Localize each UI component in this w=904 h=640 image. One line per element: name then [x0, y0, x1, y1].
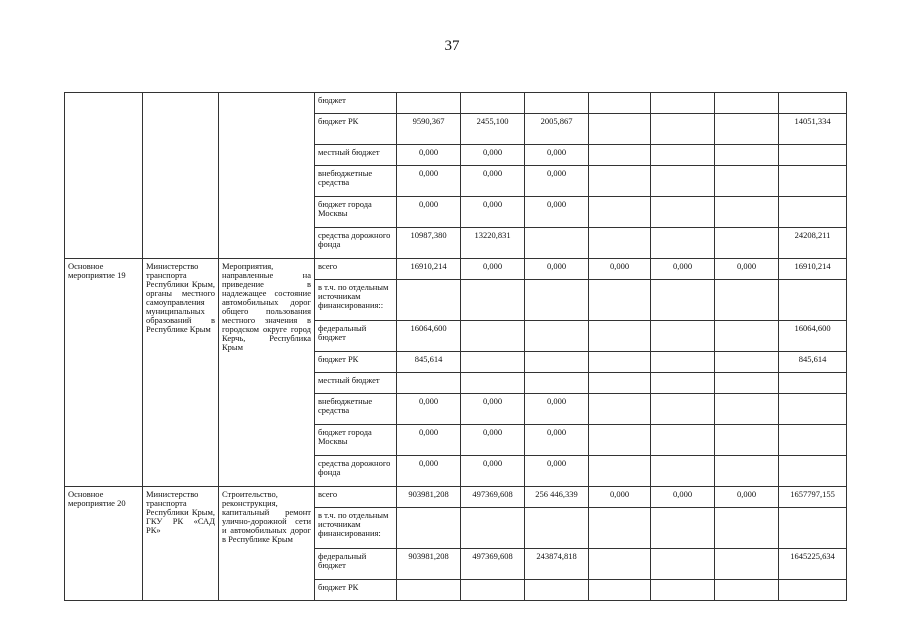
value-cell — [715, 166, 779, 197]
value-cell — [461, 373, 525, 394]
value-cell — [589, 166, 651, 197]
table-row — [65, 93, 847, 114]
source-label: федеральный бюджет — [315, 549, 397, 580]
value-cell — [589, 145, 651, 166]
source-label: всего — [315, 487, 397, 508]
value-cell — [525, 352, 589, 373]
table-row — [65, 259, 847, 280]
value-cell: 10987,380 — [397, 228, 461, 259]
value-cell — [715, 549, 779, 580]
source-label: местный бюджет — [315, 373, 397, 394]
value-cell — [715, 352, 779, 373]
source-label: бюджет — [315, 93, 397, 114]
source-label: бюджет РК — [315, 352, 397, 373]
value-cell: 256 446,339 — [525, 487, 589, 508]
value-cell — [461, 580, 525, 601]
budget-table — [64, 92, 847, 601]
total-value-cell: 16064,600 — [779, 321, 847, 352]
value-cell — [651, 549, 715, 580]
total-value-cell — [779, 394, 847, 425]
total-value-cell — [779, 580, 847, 601]
value-cell — [397, 580, 461, 601]
value-cell — [715, 197, 779, 228]
value-cell — [589, 549, 651, 580]
value-cell: 0,000 — [461, 166, 525, 197]
value-cell — [397, 508, 461, 549]
value-cell: 0,000 — [397, 456, 461, 487]
value-cell — [525, 580, 589, 601]
source-label: внебюджетные средства — [315, 394, 397, 425]
table-row — [65, 487, 847, 508]
value-cell: 0,000 — [397, 425, 461, 456]
total-value-cell: 1657797,155 — [779, 487, 847, 508]
value-cell — [651, 197, 715, 228]
value-cell — [715, 280, 779, 321]
value-cell — [589, 456, 651, 487]
value-cell — [651, 425, 715, 456]
continuation-cell — [65, 93, 143, 259]
value-cell — [651, 508, 715, 549]
value-cell — [525, 321, 589, 352]
value-cell — [589, 394, 651, 425]
page-number: 37 — [444, 38, 460, 54]
value-cell: 2005,867 — [525, 114, 589, 145]
value-cell: 243874,818 — [525, 549, 589, 580]
value-cell — [651, 352, 715, 373]
value-cell — [461, 280, 525, 321]
value-cell: 16064,600 — [397, 321, 461, 352]
value-cell — [525, 93, 589, 114]
value-cell: 0,000 — [589, 487, 651, 508]
value-cell: 497369,608 — [461, 549, 525, 580]
table-body — [65, 93, 847, 601]
group-description-cell: Строительство, реконструкция, капитальный ремонт улично-дорожной сети и автомобильных дорог в Республике Крым — [219, 487, 315, 601]
value-cell: 0,000 — [589, 259, 651, 280]
value-cell: 0,000 — [397, 166, 461, 197]
value-cell — [651, 321, 715, 352]
source-label: всего — [315, 259, 397, 280]
value-cell — [651, 228, 715, 259]
total-value-cell: 24208,211 — [779, 228, 847, 259]
continuation-cell — [219, 93, 315, 259]
value-cell: 903981,208 — [397, 487, 461, 508]
value-cell — [589, 352, 651, 373]
value-cell — [589, 321, 651, 352]
value-cell — [589, 280, 651, 321]
value-cell: 0,000 — [525, 145, 589, 166]
source-label: в т.ч. по отдельным источникам финансирования: — [315, 508, 397, 549]
source-label: местный бюджет — [315, 145, 397, 166]
group-executor-cell: Министерство транспорта Республики Крым, органы местного самоуправления муниципальных образований в Республике Крым — [143, 259, 219, 487]
total-value-cell: 16910,214 — [779, 259, 847, 280]
total-value-cell — [779, 197, 847, 228]
value-cell — [715, 580, 779, 601]
value-cell — [715, 145, 779, 166]
value-cell: 0,000 — [651, 487, 715, 508]
value-cell: 0,000 — [715, 259, 779, 280]
value-cell: 0,000 — [525, 259, 589, 280]
value-cell: 2455,100 — [461, 114, 525, 145]
source-label: бюджет РК — [315, 580, 397, 601]
value-cell — [525, 373, 589, 394]
source-label: бюджет города Москвы — [315, 425, 397, 456]
source-label: федеральный бюджет — [315, 321, 397, 352]
value-cell — [715, 93, 779, 114]
total-value-cell: 1645225,634 — [779, 549, 847, 580]
value-cell — [589, 197, 651, 228]
value-cell: 0,000 — [525, 425, 589, 456]
value-cell — [589, 508, 651, 549]
value-cell: 13220,831 — [461, 228, 525, 259]
group-executor-cell: Министерство транспорта Республики Крым, ГКУ РК «САД РК» — [143, 487, 219, 601]
group-name-cell: Основное мероприятие 19 — [65, 259, 143, 487]
total-value-cell — [779, 145, 847, 166]
value-cell — [589, 93, 651, 114]
value-cell: 0,000 — [461, 259, 525, 280]
value-cell — [525, 280, 589, 321]
value-cell: 0,000 — [461, 425, 525, 456]
group-description-cell: Мероприятия, направленные на приведение в надлежащее состояние автомобильных дорог общего пользования местного значения в городском округе город Керчь, Республика Крым — [219, 259, 315, 487]
source-label: бюджет города Москвы — [315, 197, 397, 228]
value-cell — [715, 508, 779, 549]
value-cell — [651, 373, 715, 394]
value-cell — [461, 352, 525, 373]
value-cell: 0,000 — [461, 145, 525, 166]
value-cell: 0,000 — [397, 197, 461, 228]
value-cell — [715, 394, 779, 425]
value-cell — [715, 373, 779, 394]
source-label: в т.ч. по отдельным источникам финансирования:: — [315, 280, 397, 321]
value-cell: 0,000 — [525, 166, 589, 197]
group-name-cell: Основное мероприятие 20 — [65, 487, 143, 601]
total-value-cell — [779, 166, 847, 197]
total-value-cell: 14051,334 — [779, 114, 847, 145]
value-cell — [525, 228, 589, 259]
value-cell — [651, 166, 715, 197]
value-cell — [461, 93, 525, 114]
value-cell — [715, 321, 779, 352]
value-cell — [589, 425, 651, 456]
value-cell — [589, 228, 651, 259]
value-cell — [651, 456, 715, 487]
value-cell: 0,000 — [397, 145, 461, 166]
value-cell: 0,000 — [525, 197, 589, 228]
value-cell — [715, 228, 779, 259]
value-cell — [715, 425, 779, 456]
value-cell: 0,000 — [715, 487, 779, 508]
value-cell: 845,614 — [397, 352, 461, 373]
value-cell: 497369,608 — [461, 487, 525, 508]
value-cell — [651, 280, 715, 321]
value-cell: 0,000 — [651, 259, 715, 280]
total-value-cell — [779, 425, 847, 456]
value-cell — [651, 114, 715, 145]
source-label: внебюджетные средства — [315, 166, 397, 197]
source-label: средства дорожного фонда — [315, 456, 397, 487]
value-cell — [589, 580, 651, 601]
source-label: бюджет РК — [315, 114, 397, 145]
value-cell — [461, 321, 525, 352]
value-cell — [397, 93, 461, 114]
value-cell: 16910,214 — [397, 259, 461, 280]
continuation-cell — [143, 93, 219, 259]
value-cell — [651, 580, 715, 601]
value-cell: 0,000 — [461, 456, 525, 487]
value-cell — [589, 114, 651, 145]
value-cell: 0,000 — [525, 394, 589, 425]
value-cell — [651, 394, 715, 425]
value-cell — [715, 114, 779, 145]
total-value-cell — [779, 93, 847, 114]
source-label: средства дорожного фонда — [315, 228, 397, 259]
value-cell — [525, 508, 589, 549]
total-value-cell — [779, 508, 847, 549]
value-cell — [397, 280, 461, 321]
value-cell: 0,000 — [525, 456, 589, 487]
total-value-cell — [779, 456, 847, 487]
value-cell: 9590,367 — [397, 114, 461, 145]
value-cell — [715, 456, 779, 487]
value-cell — [651, 93, 715, 114]
value-cell: 903981,208 — [397, 549, 461, 580]
value-cell: 0,000 — [397, 394, 461, 425]
total-value-cell — [779, 280, 847, 321]
total-value-cell — [779, 373, 847, 394]
value-cell — [461, 508, 525, 549]
total-value-cell: 845,614 — [779, 352, 847, 373]
value-cell: 0,000 — [461, 197, 525, 228]
value-cell — [651, 145, 715, 166]
value-cell — [397, 373, 461, 394]
value-cell: 0,000 — [461, 394, 525, 425]
value-cell — [589, 373, 651, 394]
